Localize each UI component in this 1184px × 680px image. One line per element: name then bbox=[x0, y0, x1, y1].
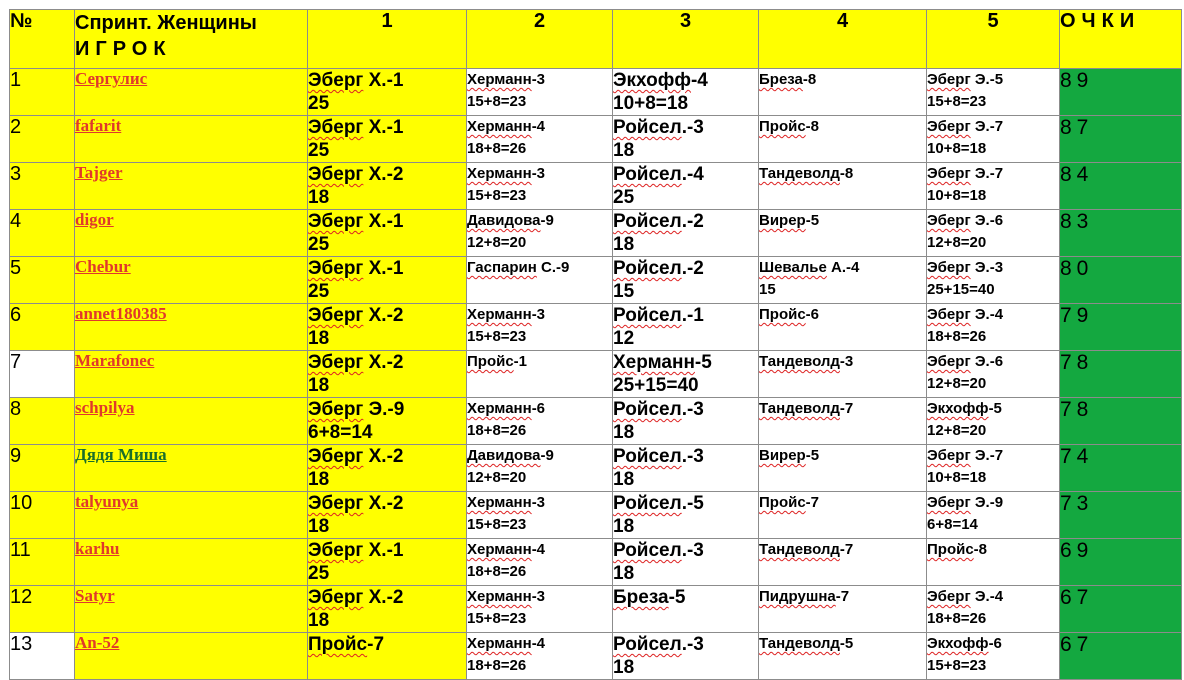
points-cell: 73 bbox=[1060, 492, 1182, 539]
player-link[interactable]: Marafonec bbox=[75, 351, 155, 370]
player-cell bbox=[75, 257, 308, 304]
table-row bbox=[10, 445, 1182, 492]
player-link[interactable]: karhu bbox=[75, 539, 120, 558]
row-number: 11 bbox=[10, 539, 75, 586]
scores-table bbox=[9, 9, 1182, 680]
pick-score: 18 bbox=[308, 187, 330, 208]
pick-cell-5 bbox=[927, 257, 1060, 304]
player-cell bbox=[75, 304, 308, 351]
pick-cell-4 bbox=[759, 492, 927, 539]
pick-athlete: Эберг Х.-1 bbox=[308, 258, 404, 279]
pick-athlete: Херманн-3 bbox=[467, 306, 546, 323]
pick-athlete: Херманн-3 bbox=[467, 165, 546, 182]
pick-cell-2 bbox=[467, 210, 613, 257]
pick-athlete: Ройсел.-3 bbox=[613, 117, 704, 138]
pick-cell-2 bbox=[467, 633, 613, 680]
pick-athlete: Эберг Э.-4 bbox=[927, 306, 1004, 323]
pick-cell-3 bbox=[613, 304, 759, 351]
table-row bbox=[10, 163, 1182, 210]
pick-cell-5 bbox=[927, 586, 1060, 633]
pick-cell-1 bbox=[308, 257, 467, 304]
pick-score: 15+8=23 bbox=[467, 610, 527, 627]
pick-athlete: Херманн-4 bbox=[467, 541, 546, 558]
pick-cell-3 bbox=[613, 257, 759, 304]
pick-cell-5 bbox=[927, 539, 1060, 586]
pick-athlete: Пройс-6 bbox=[759, 306, 820, 323]
pick-athlete: Эберг Х.-1 bbox=[308, 211, 404, 232]
pick-athlete: Ройсел.-4 bbox=[613, 164, 704, 185]
pick-athlete: Тандеволд-5 bbox=[759, 635, 854, 652]
player-link[interactable]: Дядя Миша bbox=[75, 445, 167, 464]
points-cell: 67 bbox=[1060, 586, 1182, 633]
pick-score: 18 bbox=[308, 328, 330, 349]
pick-athlete: Эберг Х.-1 bbox=[308, 117, 404, 138]
pick-cell-2 bbox=[467, 257, 613, 304]
pick-athlete: Тандеволд-7 bbox=[759, 541, 854, 558]
pick-cell-5 bbox=[927, 116, 1060, 163]
header-title-line1: Спринт. Женщины bbox=[75, 12, 257, 34]
pick-athlete: Шевалье А.-4 bbox=[759, 259, 860, 276]
player-cell bbox=[75, 351, 308, 398]
points-cell: 80 bbox=[1060, 257, 1182, 304]
pick-score: 10+8=18 bbox=[927, 140, 987, 157]
pick-score: 18+8=26 bbox=[467, 422, 527, 439]
pick-score: 18 bbox=[613, 563, 635, 584]
pick-cell-4 bbox=[759, 257, 927, 304]
pick-athlete: Херманн-5 bbox=[613, 352, 712, 373]
pick-score: 18 bbox=[613, 469, 635, 490]
pick-cell-1 bbox=[308, 304, 467, 351]
pick-athlete: Херманн-4 bbox=[467, 118, 546, 135]
pick-cell-4 bbox=[759, 163, 927, 210]
player-cell bbox=[75, 633, 308, 680]
table-row bbox=[10, 304, 1182, 351]
pick-score: 6+8=14 bbox=[927, 516, 978, 533]
pick-cell-5 bbox=[927, 210, 1060, 257]
pick-cell-1 bbox=[308, 539, 467, 586]
pick-athlete: Херманн-4 bbox=[467, 635, 546, 652]
header-col-1: 1 bbox=[308, 10, 467, 69]
points-cell: 89 bbox=[1060, 69, 1182, 116]
header-col-3: 3 bbox=[613, 10, 759, 69]
pick-cell-5 bbox=[927, 163, 1060, 210]
pick-score: 18 bbox=[308, 610, 330, 631]
player-link[interactable]: Satyr bbox=[75, 586, 115, 605]
pick-athlete: Эберг Э.-7 bbox=[927, 447, 1004, 464]
pick-cell-4 bbox=[759, 351, 927, 398]
pick-athlete: Херманн-3 bbox=[467, 494, 546, 511]
pick-cell-2 bbox=[467, 492, 613, 539]
pick-athlete: Ройсел.-5 bbox=[613, 493, 704, 514]
pick-athlete: Эберг Э.-6 bbox=[927, 212, 1004, 229]
pick-cell-3 bbox=[613, 633, 759, 680]
pick-athlete: Вирер-5 bbox=[759, 212, 820, 229]
pick-cell-4 bbox=[759, 210, 927, 257]
pick-score: 12+8=20 bbox=[927, 422, 987, 439]
pick-athlete: Пройс-8 bbox=[927, 541, 988, 558]
pick-score: 15 bbox=[759, 281, 776, 298]
pick-cell-4 bbox=[759, 116, 927, 163]
header-row bbox=[10, 10, 1182, 69]
pick-cell-5 bbox=[927, 633, 1060, 680]
points-cell: 78 bbox=[1060, 351, 1182, 398]
player-cell bbox=[75, 69, 308, 116]
row-number: 1 bbox=[10, 69, 75, 116]
pick-score: 18 bbox=[613, 234, 635, 255]
points-cell: 67 bbox=[1060, 633, 1182, 680]
pick-athlete: Вирер-5 bbox=[759, 447, 820, 464]
pick-score: 15+8=23 bbox=[927, 657, 987, 674]
table-row bbox=[10, 492, 1182, 539]
pick-cell-3 bbox=[613, 492, 759, 539]
pick-cell-2 bbox=[467, 398, 613, 445]
row-number: 8 bbox=[10, 398, 75, 445]
pick-athlete: Ройсел.-3 bbox=[613, 399, 704, 420]
pick-cell-1 bbox=[308, 69, 467, 116]
pick-score: 15+8=23 bbox=[467, 516, 527, 533]
pick-athlete: Эберг Э.-3 bbox=[927, 259, 1004, 276]
header-number: № bbox=[10, 10, 75, 69]
header-col-5: 5 bbox=[927, 10, 1060, 69]
row-number: 5 bbox=[10, 257, 75, 304]
pick-score: 15+8=23 bbox=[467, 328, 527, 345]
pick-score: 10+8=18 bbox=[927, 187, 987, 204]
pick-cell-2 bbox=[467, 586, 613, 633]
pick-athlete: Эберг Э.-5 bbox=[927, 71, 1004, 88]
pick-score: 18+8=26 bbox=[467, 657, 527, 674]
table-row bbox=[10, 351, 1182, 398]
pick-score: 18+8=26 bbox=[927, 328, 987, 345]
pick-athlete: Пидрушна-7 bbox=[759, 588, 850, 605]
pick-athlete: Экхофф-6 bbox=[927, 635, 1002, 652]
pick-athlete: Тандеволд-3 bbox=[759, 353, 854, 370]
pick-score: 18+8=26 bbox=[467, 140, 527, 157]
row-number: 4 bbox=[10, 210, 75, 257]
pick-athlete: Эберг Э.-9 bbox=[308, 399, 405, 420]
player-cell bbox=[75, 539, 308, 586]
pick-score: 6+8=14 bbox=[308, 422, 373, 443]
pick-cell-4 bbox=[759, 633, 927, 680]
points-cell: 79 bbox=[1060, 304, 1182, 351]
pick-score: 18+8=26 bbox=[467, 563, 527, 580]
pick-athlete: Эберг Х.-2 bbox=[308, 352, 404, 373]
pick-athlete: Тандеволд-8 bbox=[759, 165, 854, 182]
pick-score: 15+8=23 bbox=[467, 187, 527, 204]
pick-score: 15 bbox=[613, 281, 635, 302]
player-link[interactable]: An-52 bbox=[75, 633, 120, 652]
pick-athlete: Тандеволд-7 bbox=[759, 400, 854, 417]
pick-score: 25 bbox=[308, 563, 330, 584]
pick-athlete: Пройс-1 bbox=[467, 353, 528, 370]
pick-athlete: Пройс-7 bbox=[759, 494, 820, 511]
pick-athlete: Херманн-3 bbox=[467, 71, 546, 88]
pick-score: 18 bbox=[308, 516, 330, 537]
pick-score: 25 bbox=[308, 140, 330, 161]
header-col-4: 4 bbox=[759, 10, 927, 69]
pick-score: 10+8=18 bbox=[613, 93, 689, 114]
pick-cell-2 bbox=[467, 351, 613, 398]
pick-cell-3 bbox=[613, 351, 759, 398]
pick-score: 18 bbox=[613, 516, 635, 537]
pick-score: 18 bbox=[613, 422, 635, 443]
pick-cell-2 bbox=[467, 69, 613, 116]
pick-cell-4 bbox=[759, 539, 927, 586]
points-cell: 78 bbox=[1060, 398, 1182, 445]
pick-cell-3 bbox=[613, 210, 759, 257]
player-cell bbox=[75, 163, 308, 210]
pick-score: 12+8=20 bbox=[927, 234, 987, 251]
pick-score: 18 bbox=[308, 375, 330, 396]
pick-cell-3 bbox=[613, 69, 759, 116]
row-number: 2 bbox=[10, 116, 75, 163]
pick-score: 15+8=23 bbox=[467, 93, 527, 110]
table-row bbox=[10, 69, 1182, 116]
pick-athlete: Эберг Э.-7 bbox=[927, 165, 1004, 182]
player-cell bbox=[75, 492, 308, 539]
header-col-2: 2 bbox=[467, 10, 613, 69]
points-cell: 84 bbox=[1060, 163, 1182, 210]
player-link[interactable]: Chebur bbox=[75, 257, 131, 276]
pick-cell-5 bbox=[927, 304, 1060, 351]
player-link[interactable]: Сергулис bbox=[75, 69, 148, 88]
pick-cell-3 bbox=[613, 398, 759, 445]
pick-athlete: Давидова-9 bbox=[467, 212, 554, 229]
pick-score: 25 bbox=[613, 187, 635, 208]
pick-score: 10+8=18 bbox=[927, 469, 987, 486]
pick-score: 25+15=40 bbox=[927, 281, 995, 298]
table-row bbox=[10, 586, 1182, 633]
player-cell bbox=[75, 445, 308, 492]
table-row bbox=[10, 539, 1182, 586]
pick-cell-1 bbox=[308, 210, 467, 257]
pick-cell-2 bbox=[467, 304, 613, 351]
pick-cell-3 bbox=[613, 445, 759, 492]
pick-cell-4 bbox=[759, 398, 927, 445]
pick-athlete: Ройсел.-3 bbox=[613, 446, 704, 467]
pick-cell-3 bbox=[613, 116, 759, 163]
pick-score: 12+8=20 bbox=[467, 469, 527, 486]
pick-score: 25 bbox=[308, 281, 330, 302]
pick-cell-3 bbox=[613, 163, 759, 210]
pick-score: 25 bbox=[308, 234, 330, 255]
pick-cell-1 bbox=[308, 633, 467, 680]
row-number: 3 bbox=[10, 163, 75, 210]
pick-athlete: Эберг Э.-4 bbox=[927, 588, 1004, 605]
pick-athlete: Бреза-8 bbox=[759, 71, 817, 88]
pick-athlete: Ройсел.-3 bbox=[613, 540, 704, 561]
pick-athlete: Эберг Э.-7 bbox=[927, 118, 1004, 135]
table-row bbox=[10, 257, 1182, 304]
player-link[interactable]: fafarit bbox=[75, 116, 122, 135]
pick-cell-4 bbox=[759, 445, 927, 492]
pick-cell-1 bbox=[308, 116, 467, 163]
pick-athlete: Херманн-3 bbox=[467, 588, 546, 605]
pick-cell-3 bbox=[613, 539, 759, 586]
pick-athlete: Эберг Х.-2 bbox=[308, 446, 404, 467]
pick-cell-5 bbox=[927, 69, 1060, 116]
pick-cell-1 bbox=[308, 492, 467, 539]
pick-score: 12+8=20 bbox=[467, 234, 527, 251]
pick-cell-5 bbox=[927, 398, 1060, 445]
pick-cell-4 bbox=[759, 69, 927, 116]
pick-score: 15+8=23 bbox=[927, 93, 987, 110]
row-number: 12 bbox=[10, 586, 75, 633]
pick-cell-2 bbox=[467, 445, 613, 492]
table-row bbox=[10, 210, 1182, 257]
pick-athlete: Эберг Х.-1 bbox=[308, 70, 404, 91]
pick-score: 12 bbox=[613, 328, 635, 349]
header-points: ОЧКИ bbox=[1060, 10, 1182, 69]
pick-score: 25+15=40 bbox=[613, 375, 699, 396]
row-number: 9 bbox=[10, 445, 75, 492]
pick-score: 18 bbox=[613, 657, 635, 678]
pick-score: 18+8=26 bbox=[927, 610, 987, 627]
pick-cell-2 bbox=[467, 539, 613, 586]
row-number: 6 bbox=[10, 304, 75, 351]
player-link[interactable]: annet180385 bbox=[75, 304, 167, 323]
player-link[interactable]: schpilya bbox=[75, 398, 135, 417]
pick-cell-5 bbox=[927, 492, 1060, 539]
pick-athlete: Ройсел.-2 bbox=[613, 211, 704, 232]
player-link[interactable]: Tajger bbox=[75, 163, 123, 182]
pick-cell-2 bbox=[467, 163, 613, 210]
points-cell: 83 bbox=[1060, 210, 1182, 257]
table-row bbox=[10, 398, 1182, 445]
pick-cell-4 bbox=[759, 304, 927, 351]
pick-score: 12+8=20 bbox=[927, 375, 987, 392]
pick-cell-1 bbox=[308, 398, 467, 445]
row-number: 7 bbox=[10, 351, 75, 398]
pick-score: 18 bbox=[308, 469, 330, 490]
pick-athlete: Эберг Х.-2 bbox=[308, 493, 404, 514]
pick-cell-2 bbox=[467, 116, 613, 163]
player-cell bbox=[75, 398, 308, 445]
pick-cell-5 bbox=[927, 351, 1060, 398]
pick-athlete: Херманн-6 bbox=[467, 400, 546, 417]
table-row bbox=[10, 633, 1182, 680]
player-cell bbox=[75, 116, 308, 163]
player-link[interactable]: digor bbox=[75, 210, 114, 229]
pick-athlete: Экхофф-5 bbox=[927, 400, 1002, 417]
pick-cell-3 bbox=[613, 586, 759, 633]
pick-athlete: Эберг Х.-2 bbox=[308, 305, 404, 326]
pick-athlete: Эберг Х.-2 bbox=[308, 587, 404, 608]
pick-athlete: Бреза-5 bbox=[613, 587, 686, 608]
pick-athlete: Экхофф-4 bbox=[613, 70, 708, 91]
player-link[interactable]: talyunya bbox=[75, 492, 139, 511]
points-cell: 69 bbox=[1060, 539, 1182, 586]
pick-athlete: Ройсел.-1 bbox=[613, 305, 704, 326]
player-cell bbox=[75, 586, 308, 633]
pick-athlete: Пройс-7 bbox=[308, 634, 385, 655]
pick-athlete: Ройсел.-2 bbox=[613, 258, 704, 279]
pick-athlete: Гаспарин С.-9 bbox=[467, 259, 570, 276]
pick-athlete: Эберг Х.-1 bbox=[308, 540, 404, 561]
pick-athlete: Пройс-8 bbox=[759, 118, 820, 135]
pick-athlete: Эберг Х.-2 bbox=[308, 164, 404, 185]
pick-athlete: Ройсел.-3 bbox=[613, 634, 704, 655]
points-cell: 74 bbox=[1060, 445, 1182, 492]
pick-cell-1 bbox=[308, 163, 467, 210]
header-title bbox=[75, 10, 308, 69]
row-number: 10 bbox=[10, 492, 75, 539]
header-title-line2: ИГРОК bbox=[75, 38, 172, 60]
pick-score: 25 bbox=[308, 93, 330, 114]
pick-cell-5 bbox=[927, 445, 1060, 492]
pick-athlete: Эберг Э.-6 bbox=[927, 353, 1004, 370]
pick-cell-4 bbox=[759, 586, 927, 633]
table-row bbox=[10, 116, 1182, 163]
pick-athlete: Эберг Э.-9 bbox=[927, 494, 1004, 511]
pick-cell-1 bbox=[308, 445, 467, 492]
player-cell bbox=[75, 210, 308, 257]
row-number: 13 bbox=[10, 633, 75, 680]
pick-athlete: Давидова-9 bbox=[467, 447, 554, 464]
pick-cell-1 bbox=[308, 351, 467, 398]
pick-score: 18 bbox=[613, 140, 635, 161]
pick-cell-1 bbox=[308, 586, 467, 633]
points-cell: 87 bbox=[1060, 116, 1182, 163]
